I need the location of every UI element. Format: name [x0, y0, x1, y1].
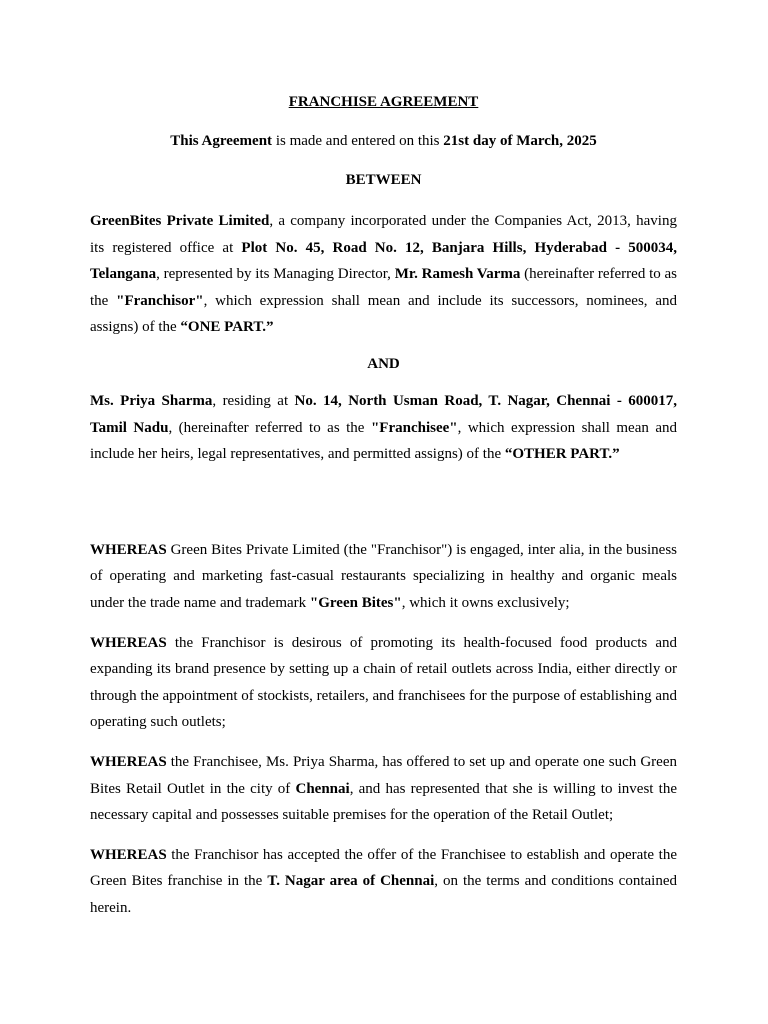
whereas-keyword: WHEREAS — [90, 846, 167, 863]
franchisee-text-1: , residing at — [212, 392, 295, 409]
franchisee-name: Ms. Priya Sharma — [90, 392, 213, 409]
intro-lead: This Agreement — [170, 133, 273, 149]
franchisee-text-3: , which expression shall mean and include her heirs, legal representatives, and permitted assigns) of the — [90, 419, 678, 463]
franchisee-text-2: , (hereinafter referred to as the — [168, 419, 371, 436]
document-body — [90, 92, 677, 921]
whereas-paragraph-2 — [90, 630, 677, 736]
franchisee-address: No. 14, North Usman Road, T. Nagar, Chennai - 600017, Tamil Nadu — [90, 392, 677, 436]
franchisor-term: "Franchisor" — [116, 292, 204, 309]
intro-text: is made and entered on this — [272, 133, 444, 149]
agreement-title: FRANCHISE AGREEMENT — [288, 94, 479, 110]
one-part-term: “ONE PART.” — [180, 319, 274, 336]
whereas-paragraph-3 — [90, 749, 677, 829]
managing-director-name: Mr. Ramesh Varma — [394, 266, 521, 283]
franchisee-term: "Franchisee" — [370, 419, 458, 436]
whereas-1-text-end: , which it owns exclusively; — [401, 594, 570, 611]
whereas-1-text: Green Bites Private Limited (the "Franchisor") is engaged, inter alia, in the business of operating and marketing fast-casual restaurants specializing in healthy and organic meals under the trade name and trademark — [90, 541, 677, 611]
franchisor-address: Plot No. 45, Road No. 12, Banjara Hills, Hyderabad - 500034, Telangana — [90, 239, 677, 283]
between-heading: BETWEEN — [345, 172, 422, 188]
whereas-paragraph-1 — [90, 537, 677, 617]
franchise-area: T. Nagar area of Chennai — [267, 873, 435, 890]
franchisor-text-1: , a company incorporated under the Companies Act, 2013, having its registered office at — [90, 213, 677, 256]
other-part-term: “OTHER PART.” — [504, 446, 620, 463]
whereas-3-text: the Franchisee, Ms. Priya Sharma, has offered to set up and operate one such Green Bites Retail Outlet in the city of — [90, 753, 677, 797]
franchisor-text-2: , represented by its Managing Director, — [156, 266, 395, 283]
whereas-2-text: the Franchisor is desirous of promoting its health-focused food products and expanding its brand presence by setting up a chain of retail outlets across India, either directly or through the appointment of stockists, retailers, and franchisees for the purpose of establishing and operating such outlets; — [90, 634, 677, 731]
agreement-date: 21st day of March, 2025 — [443, 133, 597, 149]
and-heading: AND — [367, 355, 400, 372]
whereas-paragraph-4 — [90, 842, 677, 922]
city-name: Chennai — [295, 780, 350, 797]
whereas-keyword: WHEREAS — [90, 753, 167, 770]
whereas-keyword: WHEREAS — [90, 541, 167, 558]
agreement-intro — [90, 131, 677, 151]
whereas-4-text-end: , on the terms and conditions contained herein. — [90, 873, 677, 916]
trademark-name: "Green Bites" — [309, 594, 402, 611]
franchisor-name: GreenBites Private Limited — [90, 213, 270, 229]
franchisee-party-paragraph — [90, 388, 677, 468]
whereas-3-text-end: , and has represented that she is willing to invest the necessary capital and possesses suitable premises for the operation of the Retail Outlet; — [90, 780, 677, 824]
whereas-keyword: WHEREAS — [90, 634, 167, 651]
whereas-4-text: the Franchisor has accepted the offer of the Franchisee to establish and operate the Green Bites franchise in the — [90, 846, 677, 890]
franchisor-text-3: (hereinafter referred to as the — [90, 266, 677, 309]
franchisor-party-paragraph — [90, 208, 677, 341]
franchisor-text-4: , which expression shall mean and include its successors, nominees, and assigns) of the — [90, 292, 677, 336]
